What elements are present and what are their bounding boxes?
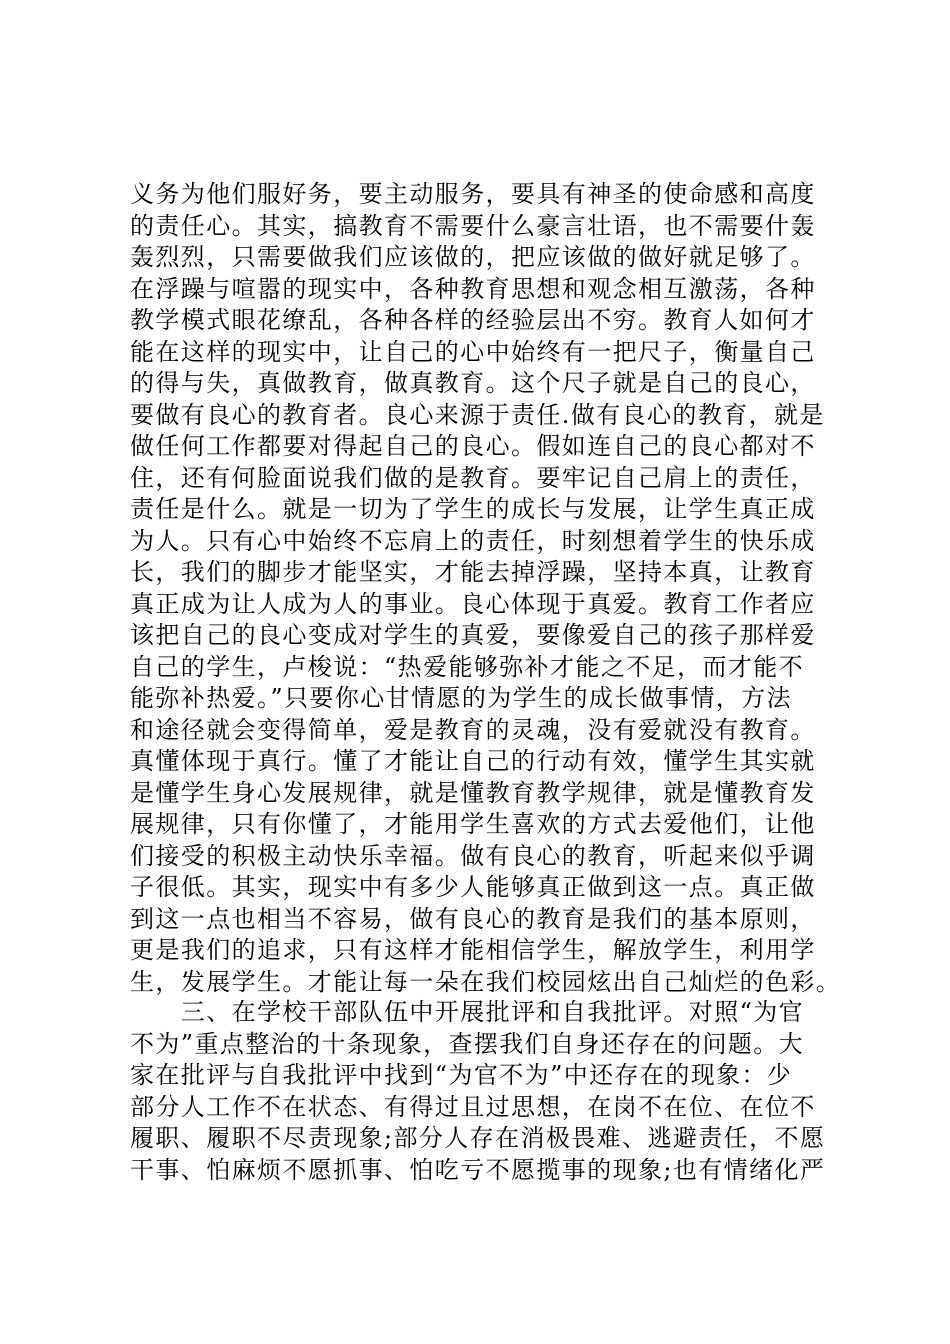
text-line: 责任是什么。就是一切为了学生的成长与发展，让学生真正成 <box>130 495 816 523</box>
text-line: 要做有良心的教育者。良心来源于责任.做有良心的教育，就是 <box>130 400 825 429</box>
text-line: 该把自己的良心变成对学生的真爱，要像爱自己的孩子那样爱 <box>130 621 816 649</box>
text-line: 履职、履职不尽责现象;部分人存在消极畏难、逃避责任，不愿 <box>130 1124 826 1152</box>
paragraph-1 <box>130 179 842 998</box>
text-line: 生，发展学生。才能让每一朵在我们校园炫出自己灿烂的色彩。 <box>130 967 842 996</box>
text-line: 在浮躁与喧嚣的现实中，各种教育思想和观念相互激荡，各种 <box>130 274 816 303</box>
text-line: 能在这样的现实中，让自己的心中始终有一把尺子，衡量自己 <box>130 337 816 366</box>
text-line: 们接受的积极主动快乐幸福。做有良心的教育，听起来似乎调 <box>130 841 816 870</box>
text-line: 住，还有何脸面说我们做的是教育。要牢记自己肩上的责任， <box>130 463 816 492</box>
text-line: 教学模式眼花缭乱，各种各样的经验层出不穷。教育人如何才 <box>130 306 816 334</box>
text-line: 家在批评与自我批评中找到“为官不为”中还存在的现象：少 <box>130 1061 793 1089</box>
text-line: 是懂学生身心发展规律，就是懂教育教学规律，就是懂教育发 <box>130 778 816 807</box>
text-line: 展规律，只有你懂了，才能用学生喜欢的方式去爱他们，让他 <box>130 810 816 838</box>
text-line: 义务为他们服好务，要主动服务，要具有神圣的使命感和高度 <box>130 180 816 208</box>
text-line: 不为”重点整治的十条现象，查摆我们自身还存在的问题。大 <box>130 1029 805 1058</box>
text-line: 和途径就会变得简单，爱是教育的灵魂，没有爱就没有教育。 <box>130 715 816 744</box>
text-line: 真懂体现于真行。懂了才能让自己的行动有效，懂学生其实就 <box>130 747 816 775</box>
text-line: 到这一点也相当不容易，做有良心的教育是我们的基本原则， <box>130 904 816 933</box>
text-line: 做任何工作都要对得起自己的良心。假如连自己的良心都对不 <box>130 432 816 460</box>
text-line: 真正成为让人成为人的事业。良心体现于真爱。教育工作者应 <box>130 589 816 618</box>
text-line: 长，我们的脚步才能坚实，才能去掉浮躁，坚持本真，让教育 <box>130 558 816 586</box>
text-line: 三、在学校干部队伍中开展批评和自我批评。对照“为官 <box>130 998 805 1026</box>
text-line: 的责任心。其实，搞教育不需要什么豪言壮语，也不需要什轰 <box>130 211 816 240</box>
text-line: 的得与失，真做教育，做真教育。这个尺子就是自己的良心， <box>130 369 816 397</box>
text-line: 能弥补热爱。”只要你心甘情愿的为学生的成长做事情，方法 <box>130 684 793 712</box>
text-line: 子很低。其实，现实中有多少人能够真正做到这一点。真正做 <box>130 873 816 901</box>
text-line: 更是我们的追求，只有这样才能相信学生，解放学生，利用学 <box>130 936 816 964</box>
text-line: 为人。只有心中始终不忘肩上的责任，时刻想着学生的快乐成 <box>130 526 816 555</box>
text-line: 轰烈烈，只需要做我们应该做的，把应该做的做好就足够了。 <box>130 243 816 271</box>
text-line: 干事、怕麻烦不愿抓事、怕吃亏不愿揽事的现象;也有情绪化严 <box>130 1155 826 1184</box>
paragraph-2 <box>130 997 830 1186</box>
text-line: 部分人工作不在状态、有得过且过思想，在岗不在位、在位不 <box>130 1092 816 1121</box>
text-line: 自己的学生，卢梭说：“热爱能够弥补才能之不足，而才能不 <box>130 652 805 681</box>
